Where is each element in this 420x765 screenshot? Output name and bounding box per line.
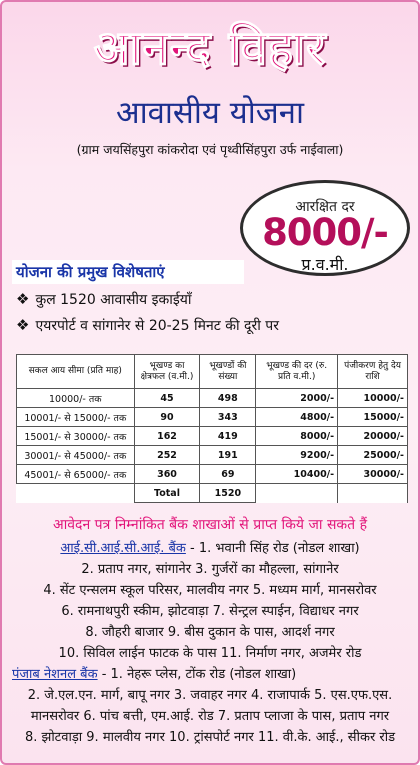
branch-line: मानसरोवर 6. पांच बत्ती, एम.आई. रोड 7. प्रताप प्लाजा के पास, प्रताप नगर xyxy=(30,709,390,724)
icici-bank-name: आई.सी.आई.सी.आई. बैंक xyxy=(60,541,186,556)
diamond-bullet-icon: ❖ xyxy=(16,290,30,308)
branch-line: 2. जे.एल.एन. मार्ग, बापू नगर 3. जवाहर नगर 4. राजापार्क 5. एस.एफ.एस. xyxy=(27,688,393,703)
table-cell: 498 xyxy=(200,389,256,408)
branch-line: 2. प्रताप नगर, सांगानेर 3. गुर्जरों का मौहल्ला, सांगानेर xyxy=(81,562,339,577)
price-value: 8000/- xyxy=(262,211,388,254)
reserve-price-badge xyxy=(240,180,410,276)
branch-line: 6. रामनाथपुरी स्कीम, झोटवाड़ा 7. सेन्ट्रल स्पाईन, विद्याधर नगर xyxy=(61,604,359,619)
table-cell: 2000/- xyxy=(256,389,338,408)
table-cell: 8000/- xyxy=(256,427,338,446)
branch-text: - 1. नेहरू प्लेस, टोंक रोड (नोडल शाखा) xyxy=(97,667,297,682)
column-header-registration: पंजीकरण हेतु देय राशि xyxy=(338,355,408,389)
table-cell: 15000/- xyxy=(338,408,408,427)
table-cell xyxy=(338,484,408,503)
table-cell: 10000/- xyxy=(338,389,408,408)
table-cell: 343 xyxy=(200,408,256,427)
icici-first-line xyxy=(2,540,418,558)
price-label: आरक्षित दर xyxy=(295,199,355,215)
table-cell: 45001/- से 65000/- तक xyxy=(17,465,135,484)
table-cell: 162 xyxy=(134,427,200,446)
feature-item xyxy=(16,315,416,336)
table-cell: 45 xyxy=(134,389,200,408)
table-cell: 25000/- xyxy=(338,446,408,465)
table-row xyxy=(17,389,408,408)
branch-line: 10. सिविल लाईन फाटक के पास 11. निर्माण नगर, अजमेर रोड xyxy=(58,646,362,661)
table-row xyxy=(17,465,408,484)
table-cell: 191 xyxy=(200,446,256,465)
table-row xyxy=(17,408,408,427)
table-row xyxy=(17,446,408,465)
table-cell: 10000/- तक xyxy=(17,389,135,408)
features-heading: योजना की प्रमुख विशेषताएं xyxy=(12,260,244,284)
branch-line: 4. सेंट एन्सलम स्कूल परिसर, मालवीय नगर 5. मध्यम मार्ग, मानसरोवर xyxy=(43,583,377,598)
table-row xyxy=(17,427,408,446)
feature-text: कुल 1520 आवासीय इकाईयाँ xyxy=(35,292,192,308)
table-cell: 30001/- से 45000/- तक xyxy=(17,446,135,465)
table-cell: 90 xyxy=(134,408,200,427)
total-label: Total xyxy=(134,484,200,503)
column-header-rate: भूखण्ड की दर (रु. प्रति व.मी.) xyxy=(256,355,338,389)
table-cell: 69 xyxy=(200,465,256,484)
table-header-row xyxy=(17,355,408,389)
column-header-income: सकल आय सीमा (प्रति माह) xyxy=(17,355,135,389)
bank-branches-heading: आवेदन पत्र निम्नांकित बैंक शाखाओं से प्राप्त किये जा सकते हैं xyxy=(52,517,368,533)
total-value: 1520 xyxy=(200,484,256,503)
feature-text: एयरपोर्ट व सांगानेर से 20-25 मिनट की दूरी पर xyxy=(35,318,279,334)
table-cell: 10001/- से 15000/- तक xyxy=(17,408,135,427)
table-cell: 20000/- xyxy=(338,427,408,446)
branch-line: 8. जौहरी बाजार 9. बीस दुकान के पास, आदर्श नगर xyxy=(85,625,335,640)
scheme-title: आनन्द विहार xyxy=(93,21,327,76)
pnb-first-line xyxy=(2,666,418,684)
plot-details-table xyxy=(16,354,408,503)
column-header-count: भूखण्डों की संख्या xyxy=(200,355,256,389)
table-cell: 9200/- xyxy=(256,446,338,465)
table-cell: 252 xyxy=(134,446,200,465)
village-names: (ग्राम जयसिंहपुरा कांकरोदा एवं पृथ्वीसिंहपुरा उर्फ नाईवाला) xyxy=(76,142,344,157)
branch-text: - 1. भवानी सिंह रोड (नोडल शाखा) xyxy=(185,541,360,556)
branch-line: 8. झोटवाड़ा 9. मालवीय नगर 10. ट्रांसपोर्ट नगर 11. वी.के. आई., सीकर रोड xyxy=(24,730,396,745)
feature-item xyxy=(16,289,416,310)
table-cell: 30000/- xyxy=(338,465,408,484)
table-cell xyxy=(17,484,135,503)
column-header-area: भूखण्ड का क्षेत्रफल (व.मी.) xyxy=(134,355,200,389)
table-cell: 419 xyxy=(200,427,256,446)
table-total-row xyxy=(17,484,408,503)
table-cell xyxy=(256,484,338,503)
table-cell: 15001/- से 30000/- तक xyxy=(17,427,135,446)
scheme-subtitle: आवासीय योजना xyxy=(115,95,304,131)
table-cell: 4800/- xyxy=(256,408,338,427)
table-cell: 360 xyxy=(134,465,200,484)
price-unit: प्र.व.मी. xyxy=(301,255,349,274)
diamond-bullet-icon: ❖ xyxy=(16,316,30,334)
table-cell: 10400/- xyxy=(256,465,338,484)
pnb-bank-name: पंजाब नेशनल बैंक xyxy=(12,667,98,682)
